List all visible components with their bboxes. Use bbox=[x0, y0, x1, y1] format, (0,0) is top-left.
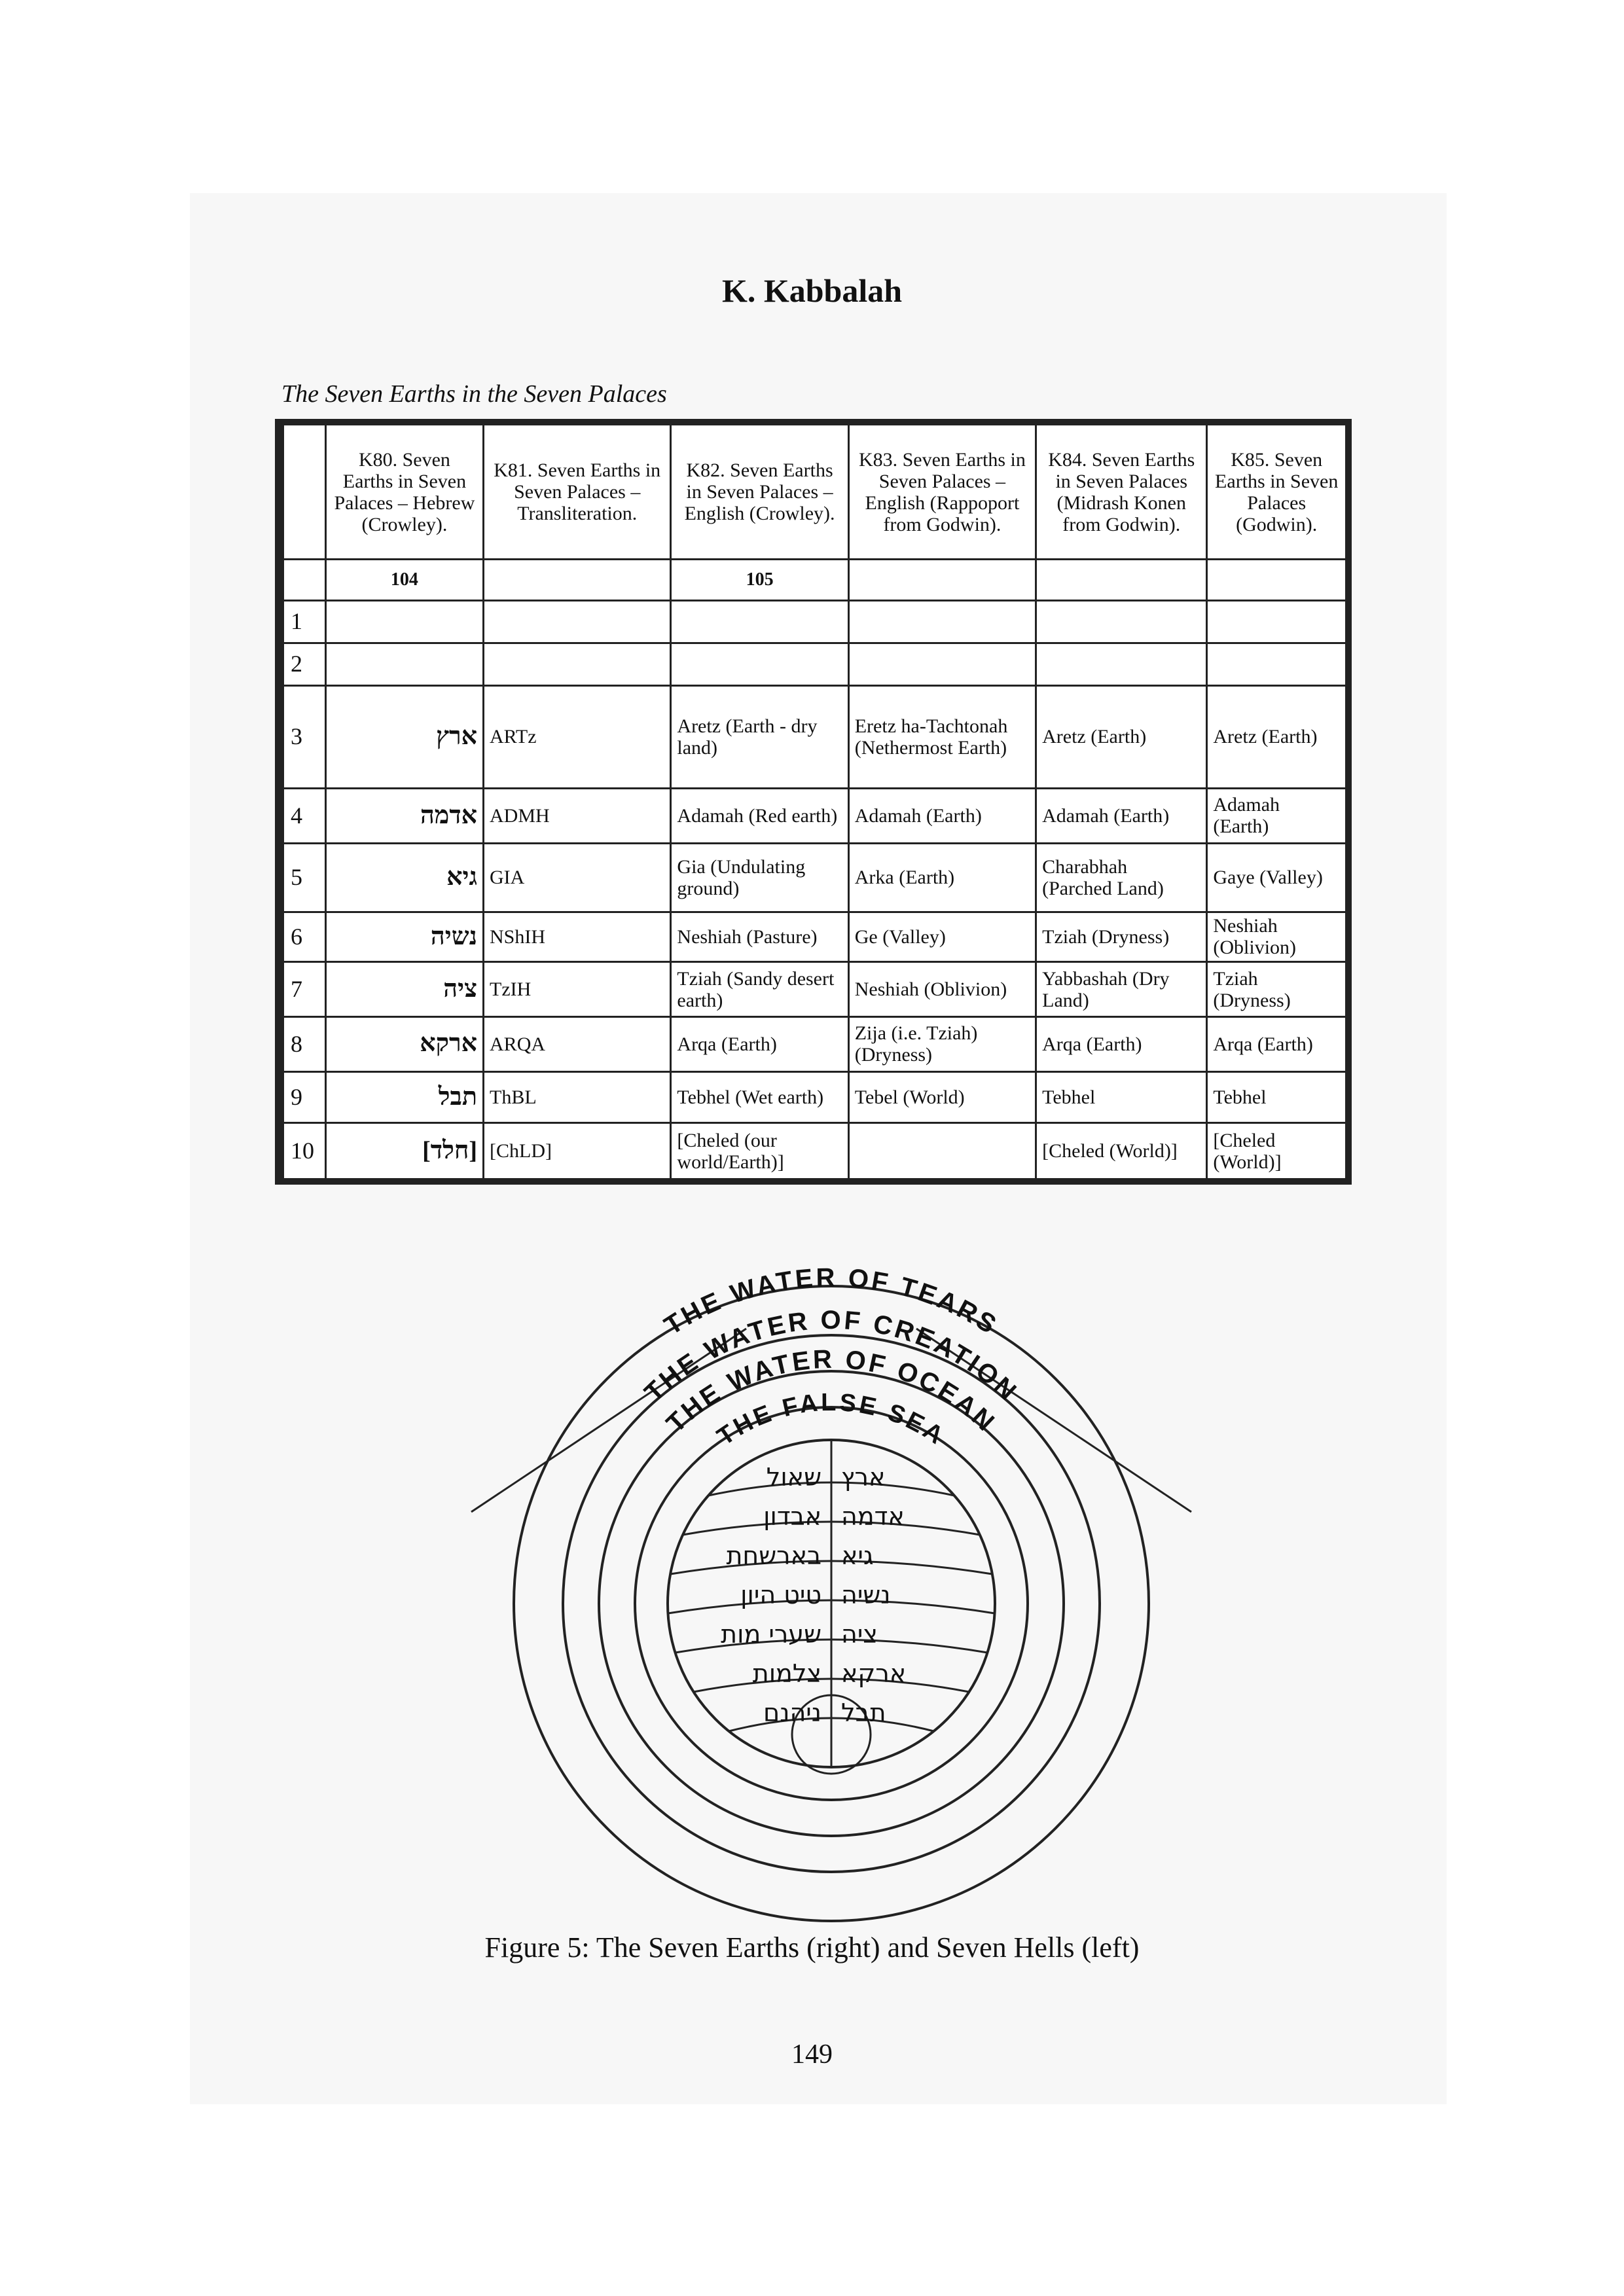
gematria-cell bbox=[1207, 560, 1348, 601]
header-cell: K83. Seven Earths in Seven Palaces – English (Rappoport from Godwin). bbox=[848, 422, 1036, 560]
table-row bbox=[280, 843, 1348, 912]
table-row bbox=[280, 789, 1348, 844]
gematria-cell bbox=[280, 560, 325, 601]
hell-label: שאול bbox=[766, 1463, 821, 1492]
cell-godwin: Tziah (Dryness) bbox=[1207, 962, 1348, 1017]
cell-translit bbox=[484, 600, 671, 643]
hell-label: בארשחת bbox=[726, 1541, 821, 1570]
cell-rappoport: Eretz ha-Tachtonah (Nethermost Earth) bbox=[848, 685, 1036, 788]
cell-crowley: Tebhel (Wet earth) bbox=[671, 1071, 848, 1123]
cell-konen: Arqa (Earth) bbox=[1036, 1016, 1207, 1071]
ring-label: THE WATER OF CREATION bbox=[639, 1305, 1024, 1408]
cell-crowley: Aretz (Earth - dry land) bbox=[671, 685, 848, 788]
cell-heb: ציה bbox=[325, 962, 483, 1017]
cell-heb: אדמה bbox=[325, 789, 483, 844]
ring-label: THE WATER OF OCEAN bbox=[660, 1344, 1002, 1439]
cell-num: 1 bbox=[280, 600, 325, 643]
cell-crowley: Arqa (Earth) bbox=[671, 1016, 848, 1071]
table-row bbox=[280, 600, 1348, 643]
seven-earths-hells-diagram bbox=[458, 1237, 1204, 1964]
cell-godwin bbox=[1207, 600, 1348, 643]
hell-label: צלמות bbox=[752, 1659, 821, 1688]
cell-godwin bbox=[1207, 643, 1348, 685]
earth-label: נשיה bbox=[841, 1581, 891, 1609]
ring-label: THE WATER OF TEARS bbox=[659, 1263, 1003, 1341]
figure-caption: Figure 5: The Seven Earths (right) and Seven Hells (left) bbox=[484, 1931, 1140, 1964]
cell-crowley bbox=[671, 600, 848, 643]
cell-translit bbox=[484, 643, 671, 685]
earths-list bbox=[841, 1463, 906, 1727]
table-row bbox=[280, 685, 1348, 788]
cell-translit: ARTz bbox=[484, 685, 671, 788]
cell-godwin: [Cheled (World)] bbox=[1207, 1123, 1348, 1181]
gematria-cell: 104 bbox=[325, 560, 483, 601]
cell-num: 5 bbox=[280, 843, 325, 912]
cell-godwin: Arqa (Earth) bbox=[1207, 1016, 1348, 1071]
table-row bbox=[280, 643, 1348, 685]
earth-label: ארקא bbox=[841, 1659, 907, 1688]
cell-heb: ארץ bbox=[325, 685, 483, 788]
cell-num: 4 bbox=[280, 789, 325, 844]
header-cell: K84. Seven Earths in Seven Palaces (Midrash Konen from Godwin). bbox=[1036, 422, 1207, 560]
table-title: The Seven Earths in the Seven Palaces bbox=[281, 380, 667, 408]
cell-godwin: Tebhel bbox=[1207, 1071, 1348, 1123]
cell-crowley: Neshiah (Pasture) bbox=[671, 912, 848, 961]
seven-earths-table bbox=[275, 419, 1352, 1185]
cell-godwin: Adamah (Earth) bbox=[1207, 789, 1348, 844]
page-number: 149 bbox=[791, 2039, 833, 2070]
table-row bbox=[280, 1123, 1348, 1181]
cell-translit: [ChLD] bbox=[484, 1123, 671, 1181]
cell-rappoport: Adamah (Earth) bbox=[848, 789, 1036, 844]
cell-konen: Charabhah (Parched Land) bbox=[1036, 843, 1207, 912]
cell-konen: Tebhel bbox=[1036, 1071, 1207, 1123]
cell-heb: ארקא bbox=[325, 1016, 483, 1071]
cell-konen bbox=[1036, 643, 1207, 685]
cell-heb: נשיה bbox=[325, 912, 483, 961]
cell-godwin: Gaye (Valley) bbox=[1207, 843, 1348, 912]
cell-rappoport: Arka (Earth) bbox=[848, 843, 1036, 912]
cell-heb: גיא bbox=[325, 843, 483, 912]
cell-konen: Adamah (Earth) bbox=[1036, 789, 1207, 844]
cell-num: 9 bbox=[280, 1071, 325, 1123]
table-body bbox=[280, 600, 1348, 1181]
cell-num: 2 bbox=[280, 643, 325, 685]
header-cell bbox=[280, 422, 325, 560]
earth-label: ארץ bbox=[841, 1463, 886, 1492]
cell-heb: [חלד] bbox=[325, 1123, 483, 1181]
gematria-cell bbox=[1036, 560, 1207, 601]
cell-rappoport: Neshiah (Oblivion) bbox=[848, 962, 1036, 1017]
cell-konen: Tziah (Dryness) bbox=[1036, 912, 1207, 961]
hell-label: אבדון bbox=[763, 1502, 821, 1531]
table-header-row bbox=[280, 422, 1348, 560]
cell-rappoport: Zija (i.e. Tziah) (Dryness) bbox=[848, 1016, 1036, 1071]
cell-crowley bbox=[671, 643, 848, 685]
cell-godwin: Neshiah (Oblivion) bbox=[1207, 912, 1348, 961]
cell-rappoport bbox=[848, 643, 1036, 685]
cell-translit: NShIH bbox=[484, 912, 671, 961]
gematria-cell bbox=[848, 560, 1036, 601]
cell-rappoport bbox=[848, 600, 1036, 643]
cell-crowley: Tziah (Sandy desert earth) bbox=[671, 962, 848, 1017]
table-row bbox=[280, 962, 1348, 1017]
cell-konen bbox=[1036, 600, 1207, 643]
cell-translit: ADMH bbox=[484, 789, 671, 844]
cell-heb bbox=[325, 600, 483, 643]
gematria-cell: 105 bbox=[671, 560, 848, 601]
cell-num: 7 bbox=[280, 962, 325, 1017]
cell-translit: GIA bbox=[484, 843, 671, 912]
table-row bbox=[280, 1071, 1348, 1123]
earth-label: ציה bbox=[841, 1620, 878, 1649]
earth-label: אדמה bbox=[841, 1502, 905, 1531]
cell-num: 6 bbox=[280, 912, 325, 961]
gematria-cell bbox=[484, 560, 671, 601]
ring-label: THE FALSE SEA bbox=[712, 1388, 950, 1451]
cell-num: 3 bbox=[280, 685, 325, 788]
cell-rappoport: Tebel (World) bbox=[848, 1071, 1036, 1123]
hell-label: טיט היון bbox=[740, 1581, 821, 1609]
header-cell: K85. Seven Earths in Seven Palaces (Godwin). bbox=[1207, 422, 1348, 560]
earth-label: גיא bbox=[841, 1541, 874, 1570]
cell-num: 8 bbox=[280, 1016, 325, 1071]
table-row bbox=[280, 1016, 1348, 1071]
cell-crowley: [Cheled (our world/Earth)] bbox=[671, 1123, 848, 1181]
cell-konen: Aretz (Earth) bbox=[1036, 685, 1207, 788]
cell-heb bbox=[325, 643, 483, 685]
cell-godwin: Aretz (Earth) bbox=[1207, 685, 1348, 788]
cell-translit: ARQA bbox=[484, 1016, 671, 1071]
earth-label: תבל bbox=[841, 1698, 886, 1727]
gematria-row bbox=[280, 560, 1348, 601]
cell-rappoport bbox=[848, 1123, 1036, 1181]
cell-crowley: Adamah (Red earth) bbox=[671, 789, 848, 844]
cell-konen: Yabbashah (Dry Land) bbox=[1036, 962, 1207, 1017]
header-cell: K82. Seven Earths in Seven Palaces – English (Crowley). bbox=[671, 422, 848, 560]
hell-label: ניהנם bbox=[763, 1698, 821, 1727]
cell-heb: תבל bbox=[325, 1071, 483, 1123]
hells-list bbox=[721, 1463, 821, 1727]
header-cell: K80. Seven Earths in Seven Palaces – Hebrew (Crowley). bbox=[325, 422, 483, 560]
cell-num: 10 bbox=[280, 1123, 325, 1181]
header-cell: K81. Seven Earths in Seven Palaces – Transliteration. bbox=[484, 422, 671, 560]
table-row bbox=[280, 912, 1348, 961]
cell-rappoport: Ge (Valley) bbox=[848, 912, 1036, 961]
cell-translit: ThBL bbox=[484, 1071, 671, 1123]
cell-crowley: Gia (Undulating ground) bbox=[671, 843, 848, 912]
cell-translit: TzIH bbox=[484, 962, 671, 1017]
hell-label: שערי מות bbox=[721, 1620, 821, 1649]
section-heading: K. Kabbalah bbox=[721, 272, 903, 309]
cell-konen: [Cheled (World)] bbox=[1036, 1123, 1207, 1181]
